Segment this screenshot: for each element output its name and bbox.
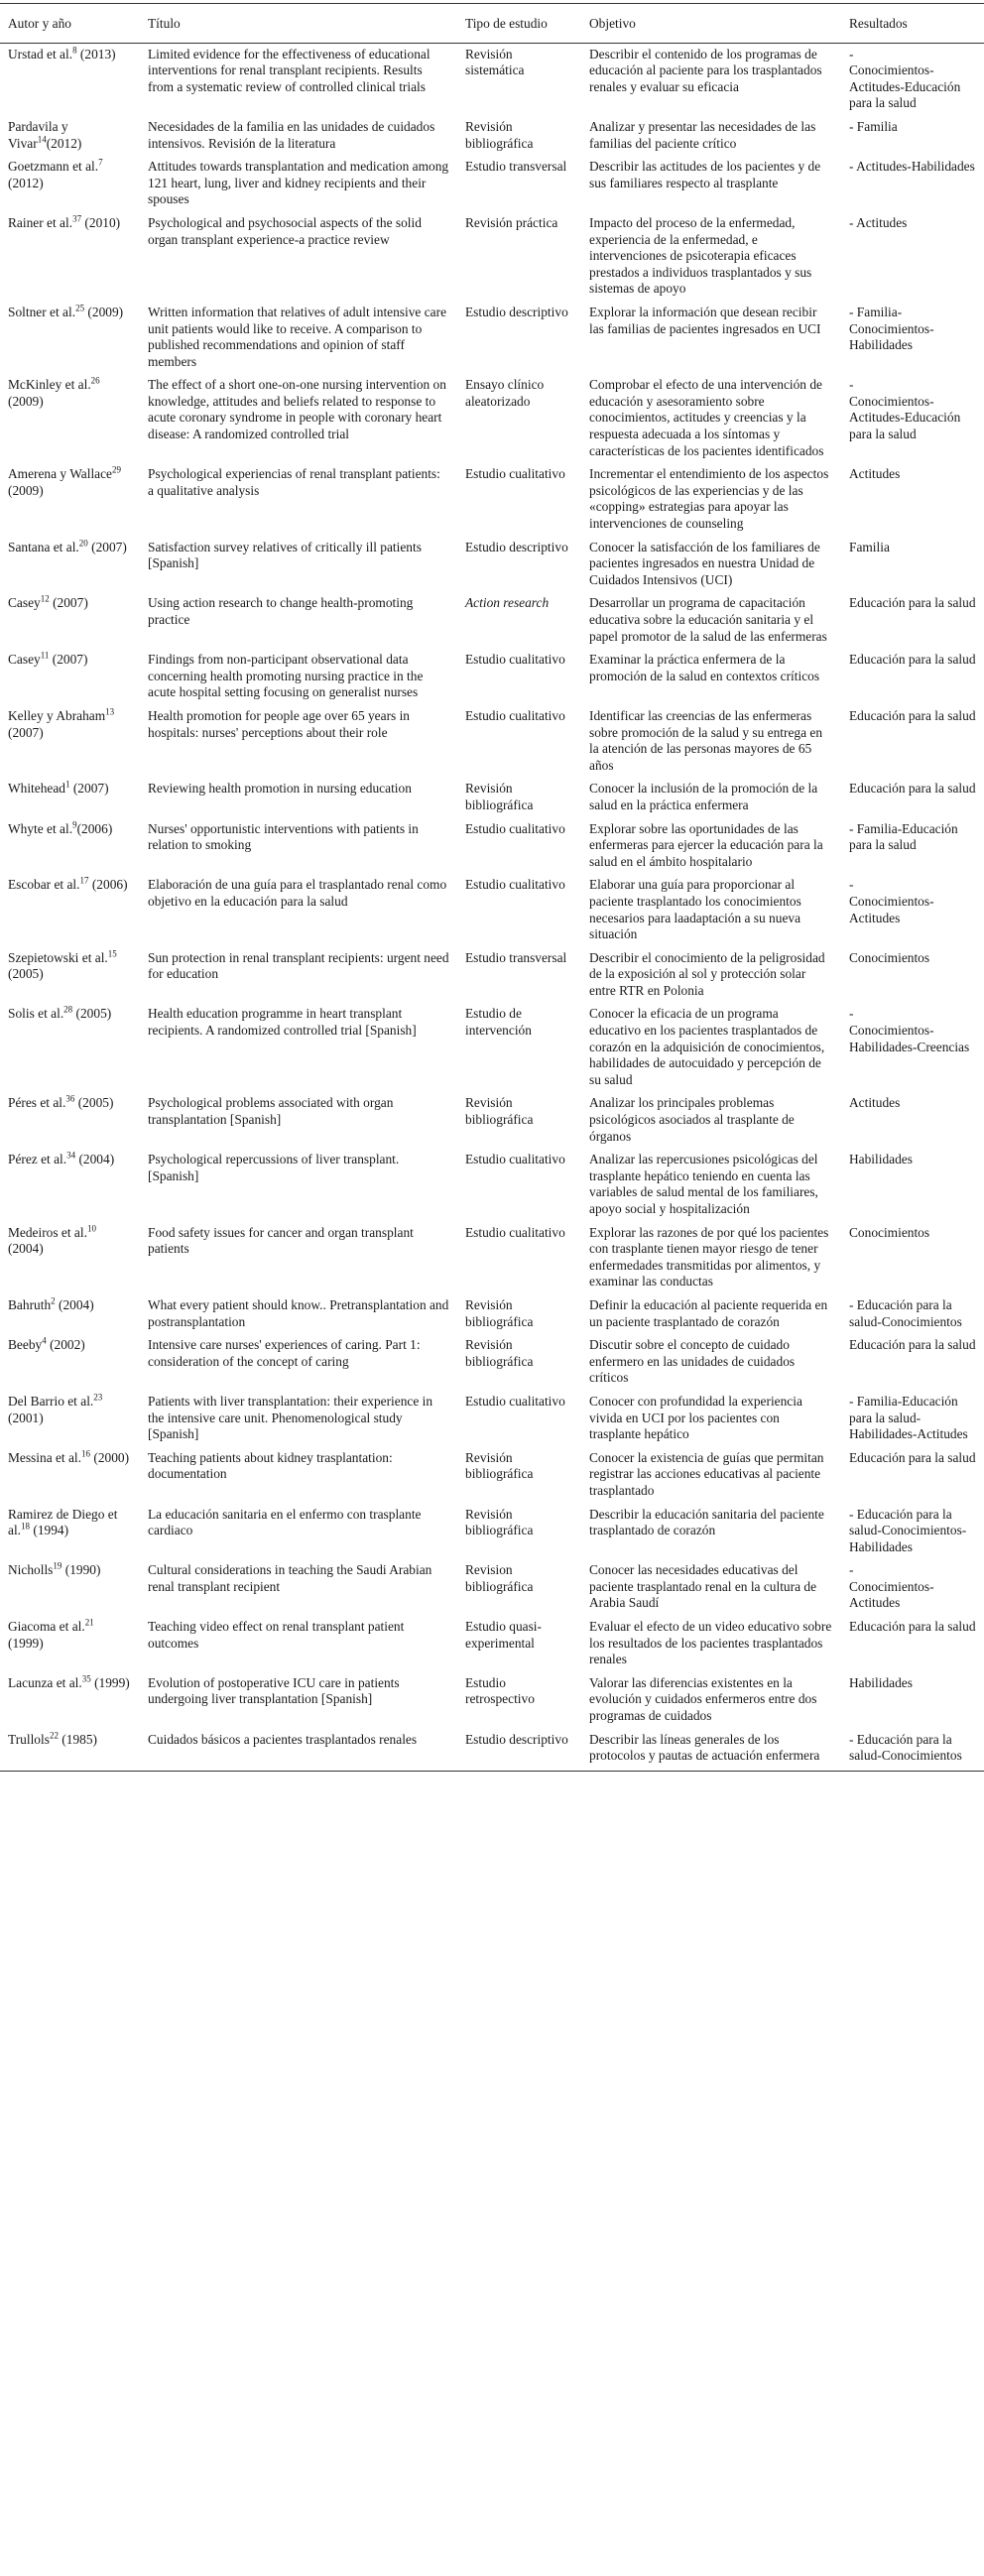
- table-row: [0, 1616, 984, 1672]
- cell-title: Elaboración de una guía para el trasplantado renal como objetivo en la educación para la salud: [148, 877, 447, 909]
- publication-year: (1994): [30, 1523, 69, 1538]
- table-row: [0, 1294, 984, 1334]
- cell-study-type: Estudio retrospectivo: [465, 1674, 535, 1707]
- cell-objective: Analizar las repercusiones psicológicas del trasplante hepático teniendo en cuenta las variables de salud mental de los familiares, apoyo social y hospitalización: [589, 1152, 818, 1216]
- cell-objective: Identificar las creencias de las enfermeras sobre promoción de la salud y su entrega en la atención de las personas mayores de 65 años: [589, 707, 823, 773]
- cell-objective: Conocer la inclusión de la promoción de la salud en la práctica enfermera: [589, 781, 818, 812]
- reference-number: 26: [90, 375, 100, 386]
- cell-title: Teaching video effect on renal transplant patient outcomes: [148, 1619, 405, 1651]
- reference-number: 23: [93, 1392, 103, 1403]
- reference-number: 11: [40, 650, 50, 661]
- cell-study-type: Estudio quasi-experimental: [465, 1619, 542, 1651]
- cell-study-type: Estudio cualitativo: [465, 877, 565, 893]
- table-row: [0, 1729, 984, 1772]
- cell-results: - Conocimientos-Actitudes: [849, 877, 934, 925]
- publication-year: (2010): [81, 214, 121, 230]
- publication-year: (2012): [46, 135, 82, 151]
- reference-number: 22: [49, 1730, 59, 1741]
- author-name: Giacoma et al.: [8, 1619, 85, 1635]
- author-name: Solis et al.: [8, 1006, 64, 1022]
- cell-study-type: Revisión bibliográfica: [465, 1506, 534, 1538]
- cell-results: - Conocimientos-Actitudes-Educación para la salud: [849, 377, 961, 442]
- cell-results: - Actitudes: [849, 214, 908, 230]
- cell-results: - Educación para la salud-Conocimientos-Habilidades: [849, 1506, 967, 1554]
- reference-number: 15: [107, 948, 117, 959]
- cell-results: Actitudes: [849, 466, 901, 482]
- table-row: [0, 1334, 984, 1391]
- cell-author-year: [0, 302, 140, 374]
- cell-author-year: [0, 156, 140, 212]
- studies-table: [0, 3, 984, 1772]
- cell-objective: Describir la educación sanitaria del paciente trasplantado de corazón: [589, 1506, 824, 1538]
- cell-objective: Explorar sobre las oportunidades de las enfermeras para ejercer la educación para la salud en el ámbito hospitalario: [589, 820, 823, 869]
- cell-results: Conocimientos: [849, 1224, 930, 1240]
- cell-title: Using action research to change health-promoting practice: [148, 595, 414, 627]
- reference-number: 19: [53, 1560, 62, 1571]
- publication-year: (2005): [72, 1006, 112, 1022]
- cell-title: Psychological problems associated with organ transplantation [Spanish]: [148, 1095, 394, 1128]
- cell-title: Health promotion for people age over 65 years in hospitals: nurses' perceptions about their role: [148, 707, 411, 740]
- reference-number: 18: [21, 1521, 31, 1532]
- cell-author-year: [0, 592, 140, 649]
- author-name: Péres et al.: [8, 1095, 66, 1111]
- cell-study-type: Estudio cualitativo: [465, 1224, 565, 1240]
- cell-author-year: [0, 778, 140, 817]
- cell-study-type: Estudio descriptivo: [457, 1729, 581, 1772]
- cell-author-year: [0, 1222, 140, 1294]
- publication-year: (2002): [46, 1337, 85, 1353]
- cell-study-type: Estudio cualitativo: [465, 1393, 565, 1409]
- cell-title: Psychological and psychosocial aspects of the solid organ transplant experience-a practice review: [148, 214, 422, 247]
- cell-title: Nurses' opportunistic interventions with patients in relation to smoking: [148, 820, 419, 853]
- cell-study-type: Estudio descriptivo: [465, 304, 568, 319]
- publication-year: (2005): [8, 966, 44, 982]
- cell-study-type: Estudio transversal: [465, 159, 567, 175]
- reference-number: 28: [63, 1005, 73, 1015]
- reference-number: 29: [112, 464, 121, 475]
- cell-author-year: [0, 705, 140, 778]
- cell-title: Patients with liver transplantation: their experience in the intensive care unit. Phenomenological study [Spanish]: [148, 1393, 433, 1442]
- publication-year: (2006): [76, 820, 113, 836]
- reference-number: 10: [86, 1223, 96, 1234]
- cell-objective: Conocer la eficacia de un programa educativo en los pacientes trasplantados de corazón en la adquisición de conocimientos, habilidades de autocuidado y percepción de su salud: [589, 1006, 825, 1087]
- cell-objective: Evaluar el efecto de un video educativo sobre los resultados de los pacientes trasplantados renales: [589, 1619, 832, 1667]
- table-row: [0, 212, 984, 302]
- cell-results: Conocimientos: [849, 949, 930, 965]
- publication-year: (2001): [8, 1410, 44, 1425]
- cell-author-year: [0, 537, 140, 593]
- publication-year: (2009): [84, 304, 124, 319]
- cell-author-year: [0, 1616, 140, 1672]
- cell-title: What every patient should know.. Pretransplantation and postransplantation: [148, 1296, 449, 1329]
- author-name: Messina et al.: [8, 1449, 82, 1465]
- cell-objective: Describir el conocimiento de la peligrosidad de la exposición al sol y protección solar entre RTR en Polonia: [589, 949, 825, 998]
- publication-year: (2007): [49, 595, 88, 611]
- author-name: Santana et al.: [8, 539, 79, 554]
- reference-number: 7: [98, 157, 103, 168]
- publication-year: (2004): [75, 1152, 115, 1167]
- table-row: [0, 1222, 984, 1294]
- reference-number: 2: [51, 1295, 56, 1306]
- cell-results: - Conocimientos-Actitudes: [849, 1562, 934, 1611]
- cell-author-year: [0, 1092, 140, 1149]
- cell-results: - Educación para la salud-Conocimientos: [841, 1729, 984, 1772]
- cell-objective: Conocer la satisfacción de los familiares de pacientes ingresados en nuestra Unidad de Cuidados Intensivos (UCI): [589, 539, 820, 587]
- cell-results: - Educación para la salud-Conocimientos: [849, 1296, 962, 1329]
- cell-author-year: [0, 463, 140, 536]
- cell-title: Health education programme in heart transplant recipients. A randomized controlled trial [Spanish]: [148, 1006, 417, 1039]
- publication-year: (1990): [62, 1562, 101, 1578]
- table-row: [0, 1504, 984, 1560]
- cell-title: Satisfaction survey relatives of critically ill patients [Spanish]: [148, 539, 422, 571]
- author-name: Szepietowski et al.: [8, 949, 108, 965]
- author-name: Kelley y Abraham: [8, 707, 106, 723]
- cell-results: Educación para la salud: [849, 1449, 976, 1465]
- cell-study-type: Revisión bibliográfica: [465, 1337, 534, 1369]
- table-row: [0, 1559, 984, 1616]
- cell-results: - Conocimientos-Habilidades-Creencias: [849, 1006, 970, 1054]
- cell-objective: Describir las actitudes de los pacientes y de sus familiares respecto al trasplante: [589, 159, 821, 190]
- cell-title: Intensive care nurses' experiences of caring. Part 1: consideration of the concept of caring: [148, 1337, 421, 1369]
- cell-objective: Conocer las necesidades educativas del paciente trasplantado renal en la cultura de Arabia Saudí: [589, 1562, 817, 1611]
- author-name: Bahruth: [8, 1296, 52, 1312]
- publication-year: (2009): [8, 393, 44, 409]
- cell-title: The effect of a short one-on-one nursing intervention on knowledge, attitudes and beliefs related to response to acute coronary syndrome in people with coronary heart disease: A randomized controlled trial: [148, 377, 446, 442]
- cell-objective: Impacto del proceso de la enfermedad, experiencia de la enfermedad, e intervenciones de psicoterapia eficaces prestados a individuos trasplantados y sus sistemas de apoyo: [589, 214, 812, 297]
- cell-results: - Actitudes-Habilidades: [849, 159, 975, 175]
- cell-title: Teaching patients about kidney trasplantation: documentation: [148, 1449, 393, 1482]
- cell-title: Cuidados básicos a pacientes trasplantados renales: [140, 1729, 457, 1772]
- cell-study-type: Estudio cualitativo: [465, 466, 565, 482]
- cell-study-type: Estudio de intervención: [465, 1006, 532, 1039]
- cell-author-year: [0, 1729, 140, 1772]
- table-row: [0, 947, 984, 1004]
- cell-study-type: Estudio transversal: [465, 949, 567, 965]
- publication-year: (2005): [74, 1095, 114, 1111]
- cell-title: Evolution of postoperative ICU care in patients undergoing liver transplantation [Spanish]: [148, 1674, 400, 1707]
- cell-study-type: Revision bibliográfica: [465, 1562, 534, 1594]
- cell-study-type: Estudio cualitativo: [465, 820, 565, 836]
- publication-year: (2009): [8, 482, 44, 498]
- cell-objective: Analizar y presentar las necesidades de las familias del paciente crítico: [589, 118, 816, 151]
- cell-study-type: Revisión bibliográfica: [465, 781, 534, 812]
- cell-title: Psychological experiencias of renal transplant patients: a qualitative analysis: [148, 466, 440, 498]
- cell-author-year: [0, 1149, 140, 1221]
- cell-study-type: Estudio cualitativo: [465, 707, 565, 723]
- reference-number: 14: [37, 134, 47, 145]
- cell-author-year: [0, 649, 140, 705]
- table-row: [0, 156, 984, 212]
- publication-year: (2007): [49, 652, 88, 668]
- table-row: [0, 1003, 984, 1092]
- cell-objective: Examinar la práctica enfermera de la promoción de la salud en contextos críticos: [589, 652, 820, 683]
- publication-year: (2012): [8, 175, 44, 190]
- author-name: McKinley et al.: [8, 377, 91, 393]
- cell-results: Actitudes: [849, 1095, 901, 1111]
- cell-objective: Elaborar una guía para proporcionar al paciente trasplantado los conocimientos necesarios para laadaptación a su nueva situación: [589, 877, 801, 942]
- reference-number: 21: [84, 1617, 94, 1628]
- cell-study-type: Revisión práctica: [465, 214, 558, 230]
- table-row: [0, 374, 984, 463]
- cell-author-year: [0, 1504, 140, 1560]
- publication-year: (2013): [76, 46, 116, 61]
- cell-author-year: [0, 818, 140, 875]
- cell-results: - Familia-Conocimientos-Habilidades: [849, 304, 934, 353]
- table-row: [0, 1447, 984, 1504]
- cell-results: Habilidades: [849, 1674, 913, 1690]
- table-row: [0, 1149, 984, 1221]
- cell-author-year: [0, 212, 140, 302]
- cell-author-year: [0, 374, 140, 463]
- author-name: Ramirez de Diego et al.: [8, 1506, 118, 1538]
- cell-author-year: [0, 947, 140, 1004]
- author-name: Whyte et al.: [8, 820, 73, 836]
- cell-objective: Conocer con profundidad la experiencia vivida en UCI por los pacientes con trasplante hepático: [589, 1393, 802, 1442]
- reference-number: 20: [78, 538, 88, 549]
- cell-title: Psychological repercussions of liver transplant. [Spanish]: [148, 1152, 400, 1183]
- reference-number: 4: [42, 1335, 47, 1346]
- publication-year: (2007): [69, 781, 109, 797]
- table-row: [0, 537, 984, 593]
- cell-study-type: Revisión bibliográfica: [465, 1449, 534, 1482]
- cell-results: Educación para la salud: [849, 652, 976, 668]
- cell-objective: Desarrollar un programa de capacitación educativa sobre la educación sanitaria y el papel promotor de la salud de las enfermeras: [589, 595, 827, 644]
- reference-number: 9: [72, 819, 77, 830]
- cell-study-type: Revisión bibliográfica: [465, 1095, 534, 1128]
- cell-author-year: [0, 43, 140, 116]
- reference-number: 1: [65, 779, 70, 790]
- author-name: Medeiros et al.: [8, 1224, 87, 1240]
- table-row: [0, 705, 984, 778]
- table-row: [0, 302, 984, 374]
- publication-year: (2007): [87, 539, 127, 554]
- cell-author-year: [0, 1003, 140, 1092]
- cell-author-year: [0, 1559, 140, 1616]
- cell-study-type: Estudio cualitativo: [465, 1152, 565, 1167]
- header-objective: Objetivo: [581, 4, 841, 44]
- cell-objective: Definir la educación al paciente requerida en un paciente trasplantado de corazón: [589, 1296, 828, 1329]
- cell-study-type: Ensayo clínico aleatorizado: [465, 377, 545, 409]
- author-name: Del Barrio et al.: [8, 1393, 94, 1409]
- publication-year: (1999): [90, 1674, 130, 1690]
- header-study-type: Tipo de estudio: [457, 4, 581, 44]
- publication-year: (2000): [90, 1449, 130, 1465]
- publication-year: (2007): [8, 724, 44, 740]
- reference-number: 35: [81, 1673, 91, 1684]
- author-name: Trullols: [8, 1731, 50, 1747]
- cell-results: Educación para la salud: [849, 1619, 976, 1635]
- cell-objective: Discutir sobre el concepto de cuidado enfermero en las unidades de cuidados críticos: [589, 1337, 796, 1386]
- reference-number: 37: [72, 213, 82, 224]
- table-row: [0, 818, 984, 875]
- cell-objective: Describir el contenido de los programas de educación al paciente para los trasplantados renales y evaluar su eficacia: [589, 46, 822, 94]
- cell-results: Educación para la salud: [849, 595, 976, 611]
- cell-results: - Familia-Educación para la salud-Habilidades-Actitudes: [849, 1393, 968, 1442]
- cell-author-year: [0, 1672, 140, 1729]
- cell-title: Attitudes towards transplantation and medication among 121 heart, lung, liver and kidney recipients and their spouses: [148, 159, 449, 207]
- publication-year: (2006): [88, 877, 128, 893]
- author-name: Whitehead: [8, 781, 65, 797]
- cell-study-type: Revisión bibliográfica: [465, 118, 534, 151]
- table-row: [0, 592, 984, 649]
- author-name: Lacunza et al.: [8, 1674, 82, 1690]
- header-author-year: Autor y año: [0, 4, 140, 44]
- cell-title: Limited evidence for the effectiveness of educational interventions for renal transplant recipients. Results from a systematic review of controlled clinical trials: [148, 46, 430, 94]
- table-header-row: [0, 4, 984, 44]
- author-name: Urstad et al.: [8, 46, 73, 61]
- cell-study-type: Revisión sistemática: [465, 46, 525, 78]
- table-row: [0, 463, 984, 536]
- header-title: Título: [140, 4, 457, 44]
- cell-results: Educación para la salud: [849, 781, 976, 797]
- table-body: [0, 43, 984, 1771]
- cell-objective: Explorar la información que desean recibir las familias de pacientes ingresados en UCI: [589, 304, 821, 336]
- cell-results: - Familia-Educación para la salud: [849, 820, 958, 853]
- cell-results: Educación para la salud: [849, 1337, 976, 1353]
- reference-number: 25: [75, 303, 85, 313]
- table-row: [0, 649, 984, 705]
- cell-results: - Familia: [849, 118, 898, 134]
- publication-year: (2004): [55, 1296, 94, 1312]
- cell-results: Educación para la salud: [849, 707, 976, 723]
- cell-title: Sun protection in renal transplant recipients: urgent need for education: [148, 949, 449, 982]
- cell-title: Cultural considerations in teaching the Saudi Arabian renal transplant recipient: [148, 1562, 432, 1594]
- cell-objective: Valorar las diferencias existentes en la evolución y cuidados enfermeros entre dos programas de cuidados: [589, 1674, 817, 1724]
- publication-year: (1985): [58, 1731, 97, 1747]
- table-row: [0, 43, 984, 116]
- reference-number: 36: [65, 1093, 75, 1104]
- cell-title: Necesidades de la familia en las unidades de cuidados intensivos. Revisión de la literatura: [148, 118, 435, 151]
- publication-year: (2004): [8, 1241, 44, 1257]
- author-name: Casey: [8, 652, 41, 668]
- author-name: Soltner et al.: [8, 304, 76, 319]
- reference-number: 17: [79, 875, 89, 886]
- table-row: [0, 1672, 984, 1729]
- cell-objective: Comprobar el efecto de una intervención de educación y asesoramiento sobre conocimientos, actitudes y creencias y la respuesta adecuada a los síntomas y características de los pacientes identificados: [589, 377, 824, 458]
- table-row: [0, 116, 984, 156]
- cell-study-type: Action research: [465, 595, 550, 611]
- reference-number: 34: [66, 1150, 76, 1161]
- author-name: Pérez et al.: [8, 1152, 67, 1167]
- cell-objective: Incrementar el entendimiento de los aspectos psicológicos de las experiencias y de las «copping» estrategias para apoyar las intervenciones de counseling: [589, 466, 829, 532]
- cell-author-year: [0, 116, 140, 156]
- cell-objective: Conocer la existencia de guías que permitan registrar las acciones educativas al paciente trasplantado: [589, 1449, 824, 1498]
- reference-number: 12: [40, 593, 50, 604]
- table-row: [0, 874, 984, 946]
- header-results: Resultados: [841, 4, 984, 44]
- reference-number: 16: [81, 1448, 91, 1459]
- cell-results: Habilidades: [849, 1152, 913, 1167]
- author-name: Rainer et al.: [8, 214, 73, 230]
- reference-number: 8: [72, 45, 77, 56]
- cell-author-year: [0, 1391, 140, 1447]
- cell-title: La educación sanitaria en el enfermo con trasplante cardiaco: [148, 1506, 422, 1538]
- reference-number: 13: [105, 706, 115, 717]
- cell-title: Reviewing health promotion in nursing education: [148, 781, 412, 797]
- cell-study-type: Estudio cualitativo: [465, 652, 565, 668]
- publication-year: (1999): [8, 1635, 44, 1651]
- cell-results: Familia: [849, 539, 890, 554]
- cell-objective: Describir las líneas generales de los protocolos y pautas de actuación enfermera: [581, 1729, 841, 1772]
- author-name: Beeby: [8, 1337, 43, 1353]
- author-name: Pardavila y Vivar: [8, 118, 68, 151]
- cell-author-year: [0, 874, 140, 946]
- author-name: Escobar et al.: [8, 877, 80, 893]
- cell-title: Food safety issues for cancer and organ transplant patients: [148, 1224, 414, 1257]
- table-row: [0, 1391, 984, 1447]
- cell-objective: Explorar las razones de por qué los pacientes con trasplante tienen mayor riesgo de tener enfermedades transmitidas por alimentos, y examinar las conductas: [589, 1224, 829, 1289]
- cell-study-type: Revisión bibliográfica: [465, 1296, 534, 1329]
- author-name: Nicholls: [8, 1562, 54, 1578]
- author-name: Amerena y Wallace: [8, 466, 112, 482]
- cell-author-year: [0, 1447, 140, 1504]
- cell-title: Written information that relatives of adult intensive care unit patients would like to receive. A comparison to published recommendations and opinion of staff members: [148, 304, 447, 369]
- table-row: [0, 778, 984, 817]
- cell-title: Findings from non-participant observational data concerning health promoting nursing practice in the acute hospital setting focusing on generalist nurses: [148, 652, 424, 700]
- cell-study-type: Estudio descriptivo: [465, 539, 568, 554]
- author-name: Goetzmann et al.: [8, 159, 99, 175]
- cell-author-year: [0, 1294, 140, 1334]
- author-name: Casey: [8, 595, 41, 611]
- cell-author-year: [0, 1334, 140, 1391]
- cell-results: - Conocimientos-Actitudes-Educación para la salud: [849, 46, 961, 111]
- cell-objective: Analizar los principales problemas psicológicos asociados al trasplante de órganos: [589, 1095, 795, 1144]
- table-row: [0, 1092, 984, 1149]
